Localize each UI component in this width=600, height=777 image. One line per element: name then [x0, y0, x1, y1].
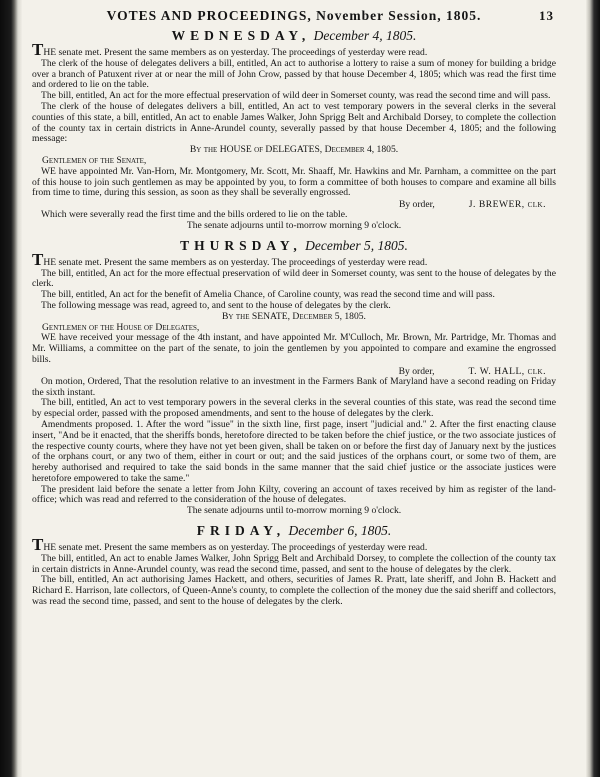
paragraph: Amendments proposed. 1. After the word "issue" in the sixth line, first page, insert "judicial and." 2. After the first enacting clause insert, "And be it enacted, that the sheriffs bonds, heretofore directed to be taken before the chief justice, or the two associate justices of the respective county courts, where they have not yet been given, shall be taken on or before the first day of January next by the justices of the orphans court, or any two of them, either in court or out; and the said justices of the orphans court, or some two of them, are hereby authorised and required to take the said bonds in the same manner that the said chief justice or the associate justices were heretofore empowered to take the same." — [32, 418, 556, 484]
day-name: FRIDAY, — [196, 523, 286, 539]
signer: J. BREWER, clk. — [468, 199, 546, 211]
paragraph: The bill, entitled, An act for the benefit of Amelia Chance, of Caroline county, was read the second time and will pass. — [41, 289, 495, 301]
paragraph: The president laid before the senate a letter from John Kilty, covering an account of taxes received by him as register of the land-office; which was read and referred to the consideration of the house of delegates. — [32, 483, 556, 506]
adjournment: The senate adjourns until to-morrow morning 9 o'clock. — [186, 505, 402, 517]
adjournment: The senate adjourns until to-morrow morning 9 o'clock. — [186, 219, 402, 231]
paragraph-text: HE senate met. Present the same members as on yesterday. The proceedings of yesterday were read. — [43, 256, 428, 268]
drop-cap: T — [32, 535, 44, 555]
opening-paragraph — [32, 249, 556, 269]
book-gutter-shadow — [0, 0, 22, 777]
by-order: By order, — [398, 199, 435, 211]
message-body: WE have received your message of the 4th instant, and have appointed Mr. M'Culloch, Mr. Brown, Mr. Partridge, Mr. Thomas and Mr. Williams, a committee on the part of the senate, to join the gentlemen by you appointed to compare and examine the engrossed bills. — [32, 332, 556, 365]
signer: T. W. HALL, clk. — [468, 365, 546, 377]
day-date: December 4, 1805. — [313, 28, 417, 43]
paragraph-text: HE senate met. Present the same members as on yesterday. The proceedings of yesterday were read. — [43, 47, 428, 58]
paragraph: The clerk of the house of delegates delivers a bill, entitled, An act to vest temporary powers in the several clerks in the several counties of this state, a bill, entitled, An act to enable James Walker, John Sprigg Belt and Archibald Dorsey, to complete the collection of the county tax in certain districts in Anne-Arundel county, severally passed by that house December 4, 1805; and the following message: — [32, 100, 556, 145]
day-date: December 6, 1805. — [288, 523, 392, 539]
thursday-heading — [32, 236, 556, 255]
day-date: December 5, 1805. — [305, 237, 408, 253]
paragraph: On motion, Ordered, That the resolution relative to an investment in the Farmers Bank of Maryland have a second reading on Friday the sixth instant. — [32, 375, 556, 398]
paragraph: The following message was read, agreed to, and sent to the house of delegates by the clerk. — [41, 299, 391, 311]
message-body: WE have appointed Mr. Van-Horn, Mr. Montgomery, Mr. Scott, Mr. Shaaff, Mr. Hawkins and Mr. Parnham, a committee on the part of this house to join such gentlemen as may be appointed by you, to form a committee of both houses to compare and examine all bills from time to time, during this session, as soon as they shall be severally engrossed. — [32, 165, 556, 199]
by-order: By order, — [398, 365, 435, 377]
paragraph: The bill, entitled, An act for the more effectual preservation of wild deer in Somerset county, was read the second time and will pass. — [41, 90, 551, 102]
paragraph-text: HE senate met. Present the same members as on yesterday. The proceedings of yesterday were read. — [43, 542, 428, 554]
opening-paragraph — [32, 535, 556, 555]
page-number: 13 — [539, 8, 554, 23]
day-name: THURSDAY, — [180, 237, 302, 253]
book-edge-shadow — [586, 0, 600, 777]
drop-cap: T — [32, 249, 44, 269]
paragraph: The bill, entitled, An act to enable James Walker, John Sprigg Belt and Archibald Dorsey, to complete the collection of the county tax in certain districts in Anne-Arundel county, was read the second time, passed, and sent to the house of delegates by the clerk. — [32, 552, 556, 575]
message-heading: By the HOUSE of DELEGATES, December 4, 1805. — [189, 144, 399, 156]
drop-cap: T — [32, 40, 44, 59]
salutation: Gentlemen of the House of Delegates, — [42, 321, 200, 333]
paragraph: The bill, entitled, An act for the more effectual preservation of wild deer in Somerset county, was sent to the house of delegates by the clerk. — [32, 267, 556, 290]
paragraph: The bill, entitled, An act to vest temporary powers in the several clerks in the several counties of this state, was read the second time by especial order, passed with the proposed amendments, and sent to the house of delegates by the clerk. — [32, 397, 556, 420]
paragraph: The clerk of the house of delegates delivers a bill, entitled, An act to authorise a lottery to raise a sum of money for building a bridge over a branch of Patuxent river at or near the mill of John Crow, passed by that house December 4, 1805; which was read the first time and ordered to lie on the table. — [32, 57, 556, 91]
day-name: WEDNESDAY, — [171, 28, 311, 43]
paragraph: Which were severally read the first time and the bills ordered to lie on the table. — [41, 209, 348, 221]
wednesday-heading — [32, 26, 556, 45]
running-title: VOTES AND PROCEEDINGS, November Session, 1805. — [106, 8, 482, 23]
opening-paragraph — [32, 40, 556, 59]
friday-heading — [32, 521, 556, 540]
running-header — [32, 8, 556, 26]
salutation: Gentlemen of the Senate, — [42, 154, 147, 166]
journal-page — [32, 8, 556, 771]
message-heading: By the SENATE, December 5, 1805. — [222, 310, 366, 322]
paragraph: The bill, entitled, An act authorising James Hackett, and others, securities of James R. Pratt, late sheriff, and John B. Hackett and Richard E. Harrison, late collectors, of Queen-Anne's county, to complete the collection of the money due the said sheriff and collectors, was read the second time, passed, and sent to the house of delegates by the clerk. — [32, 574, 556, 608]
